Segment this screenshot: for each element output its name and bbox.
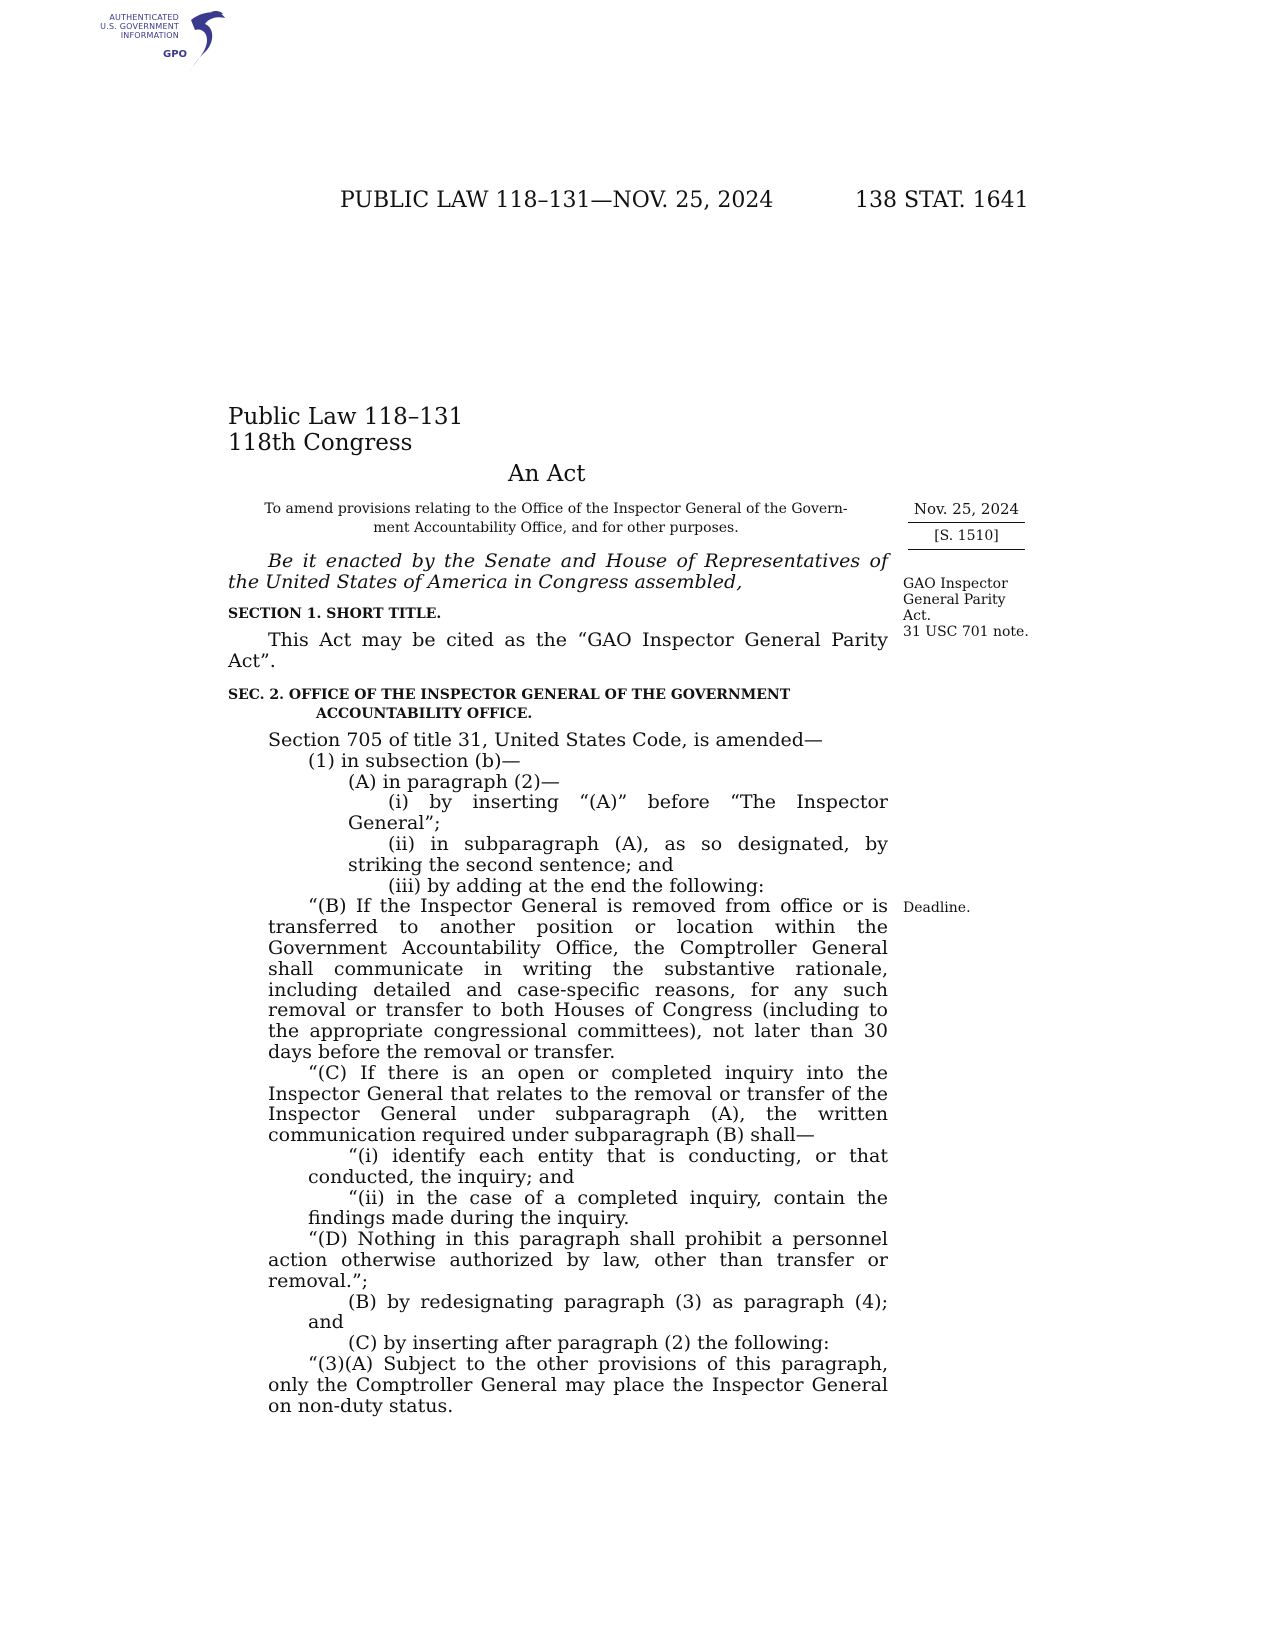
enacting-clause — [228, 551, 888, 593]
section-2-heading-line-2: ACCOUNTABILITY OFFICE. — [316, 706, 533, 722]
purpose-line-1: To amend provisions relating to the Office of the Inspector General of the Govern- — [264, 501, 848, 517]
gpo-authentication-logo — [85, 8, 235, 78]
quoted-subparagraph-c: “(C) If there is an open or completed inquiry into the Inspector General that relates to the removal or transfer of the Inspector General under subparagraph (A), the written communication required under subparagraph (B) shall— — [268, 1061, 888, 1147]
logo-text-information: INFORMATION — [120, 31, 179, 40]
congress-number: 118th Congress — [228, 430, 413, 456]
bill-number: [S. 1510] — [934, 528, 999, 544]
act-heading: An Act — [508, 461, 586, 487]
section-2-intro: Section 705 of title 31, United States Code, is amended— — [268, 729, 823, 751]
margin-note-deadline: Deadline. — [903, 900, 971, 916]
subparagraph-c: (C) by inserting after paragraph (2) the following: — [348, 1332, 830, 1355]
quoted-clause-c-i: “(i) identify each entity that is conducting, or that conducted, the inquiry; and — [308, 1144, 888, 1188]
clause-i: (i) by inserting “(A)” before “The Inspector General”; — [348, 791, 888, 835]
clause-ii: (ii) in subparagraph (A), as so designated, by striking the second sentence; and — [348, 832, 888, 876]
act-purpose — [242, 500, 870, 538]
section-1 — [228, 605, 888, 624]
enactment-date: Nov. 25, 2024 — [913, 500, 1020, 518]
enacting-clause-text: Be it enacted by the Senate and House of Representatives of the United States of America in Congress assembled, — [228, 550, 888, 593]
margin-note-line-3: Act. — [903, 608, 932, 624]
paragraph-1: (1) in subsection (b)— — [308, 749, 521, 772]
margin-note-usc: 31 USC 701 note. — [903, 624, 1029, 640]
section-2-heading-line-1: SEC. 2. OFFICE OF THE INSPECTOR GENERAL OF THE GOVERNMENT — [228, 687, 791, 703]
logo-text-government: U.S. GOVERNMENT — [100, 22, 179, 31]
margin-note-short-title — [903, 576, 1043, 640]
margin-rule-bottom — [908, 549, 1025, 550]
running-head-stat-page: 138 STAT. 1641 — [855, 188, 1029, 213]
eagle-icon — [181, 8, 231, 76]
quoted-subparagraph-d: “(D) Nothing in this paragraph shall prohibit a personnel action otherwise authorized by law, other than transfer or removal.”; — [268, 1228, 888, 1292]
clause-iii: (iii) by adding at the end the following: — [388, 874, 765, 897]
subparagraph-b: (B) by redesignating paragraph (3) as paragraph (4); and — [308, 1290, 888, 1334]
section-2-heading — [228, 686, 888, 724]
margin-note-line-2: General Parity — [903, 592, 1006, 608]
public-law-number: Public Law 118–131 — [228, 404, 464, 430]
law-title-block — [228, 404, 463, 456]
running-head-citation: PUBLIC LAW 118–131—NOV. 25, 2024 — [340, 188, 774, 213]
section-1-text: This Act may be cited as the “GAO Inspector General Parity Act”. — [228, 629, 888, 672]
section-1-heading: SECTION 1. SHORT TITLE. — [228, 606, 442, 622]
quoted-subparagraph-b: “(B) If the Inspector General is removed from office or is transferred to another position or location within the Government Accountability Office, the Comptroller General shall communicate in writing the substantive rationale, including detailed and case-specific reasons, for any such removal or transfer to both Houses of Congress (including to the appropriate congressional committees), not later than 30 days before the removal or transfer. — [268, 895, 888, 1063]
margin-note-line-1: GAO Inspector — [903, 576, 1008, 592]
section-2-body — [228, 730, 888, 1416]
margin-date-block — [908, 499, 1025, 553]
subparagraph-a: (A) in paragraph (2)— — [348, 770, 560, 793]
margin-rule — [908, 522, 1025, 523]
quoted-paragraph-3a: “(3)(A) Subject to the other provisions of this paragraph, only the Comptroller General may place the Inspector General on non-duty status. — [268, 1352, 888, 1417]
logo-text-gpo: GPO — [163, 49, 188, 60]
section-1-body — [228, 630, 888, 672]
quoted-clause-c-ii: “(ii) in the case of a completed inquiry, contain the findings made during the inquiry. — [308, 1186, 888, 1230]
purpose-line-2: ment Accountability Office, and for other purposes. — [373, 520, 739, 536]
logo-text-authenticated: AUTHENTICATED — [109, 13, 179, 22]
